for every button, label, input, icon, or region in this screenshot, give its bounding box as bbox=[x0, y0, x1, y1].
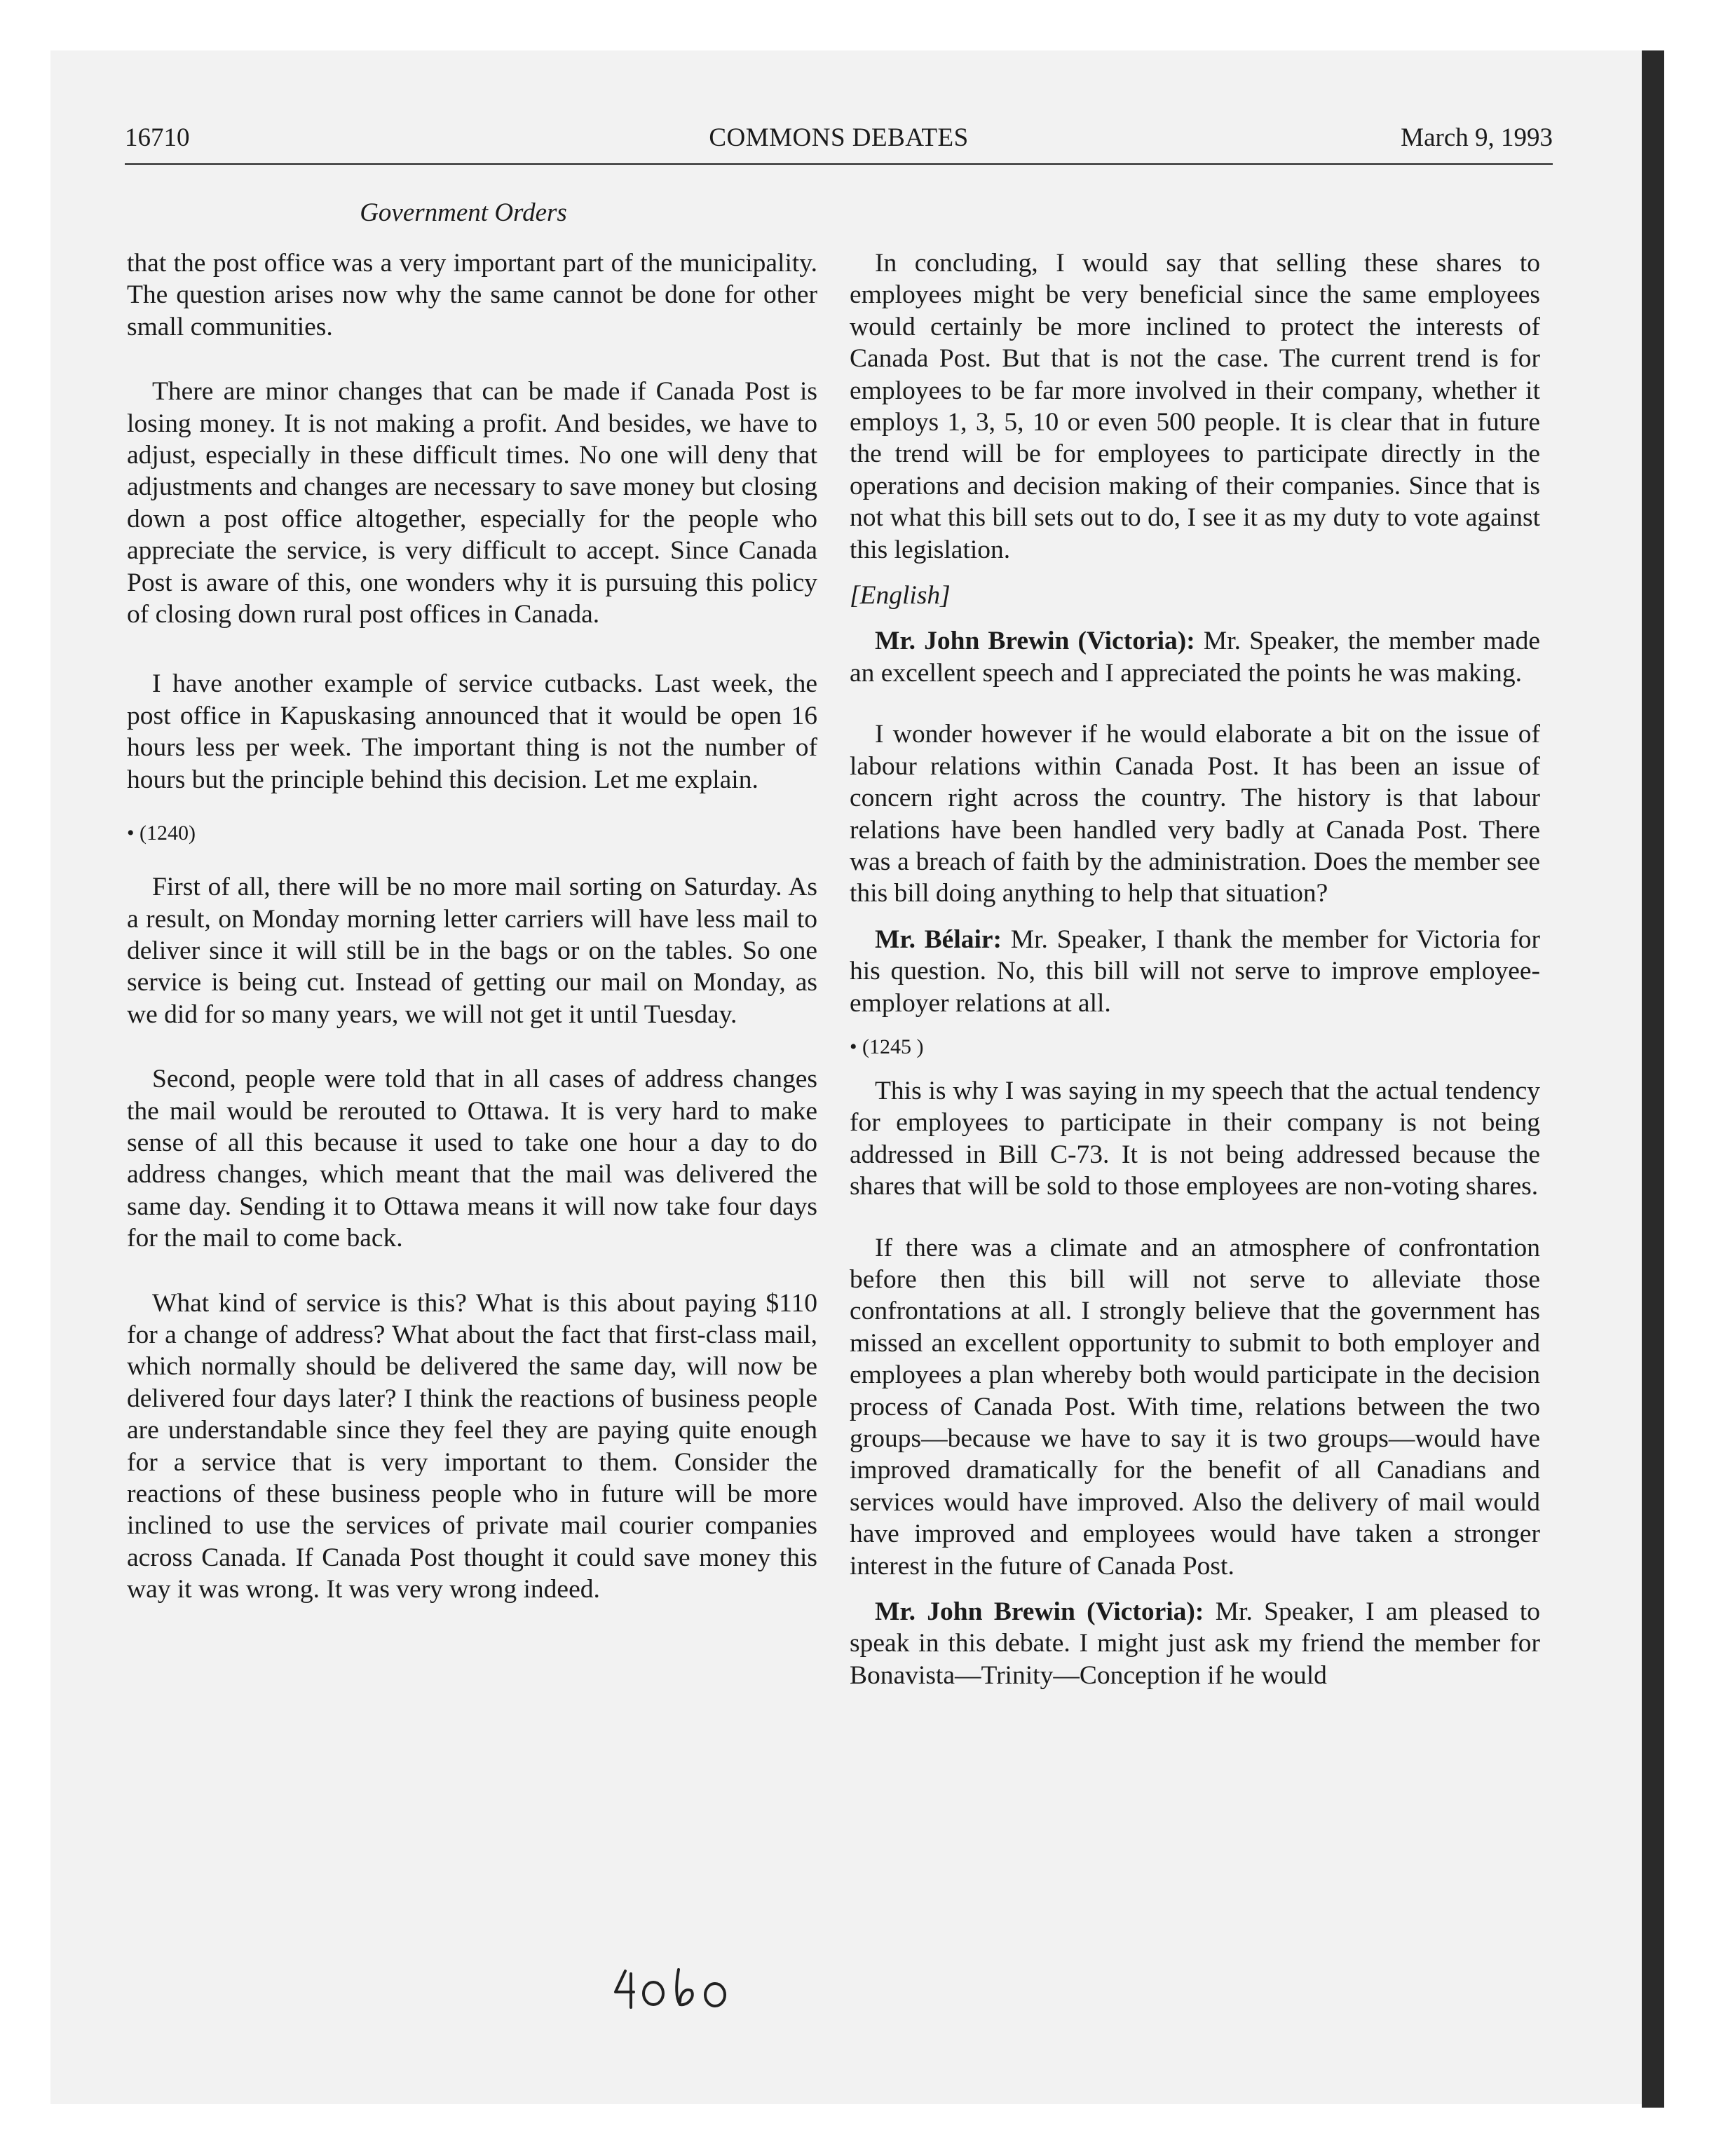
paragraph: I wonder however if he would elaborate a bit on the issue of labour relations within Canada Post. It has been an issue of concern right across the country. The history is that labour relations have been handled very badly at Canada Post. There was a breach of faith by the administration. Does the member see this bill doing anything to help that situation? bbox=[850, 720, 1540, 908]
speaker-paragraph bbox=[850, 625, 1540, 689]
paragraph: that the post office was a very important part of the municipality. The question arises now why the same cannot be done for other small communities. bbox=[127, 249, 817, 341]
time-marker: • (1240) bbox=[127, 821, 196, 845]
page-number: 16710 bbox=[125, 123, 190, 152]
handwritten-page-note bbox=[610, 1964, 736, 2013]
speaker-name: Mr. John Brewin (Victoria): bbox=[875, 1597, 1204, 1627]
speaker-paragraph bbox=[850, 1596, 1540, 1691]
header-rule bbox=[125, 163, 1553, 165]
speech-text: Mr. Speaker, I am pleased to speak in this debate. I might just ask my friend the member for Bonavista—Trinity—Conception if he would bbox=[850, 1597, 1540, 1690]
paragraph: This is why I was saying in my speech that the actual tendency for employees to participate in their company is not being addressed in Bill C-73. It is not being addressed because the shares that will be sold to those employees are non-voting shares. bbox=[850, 1076, 1540, 1201]
header-date: March 9, 1993 bbox=[1401, 123, 1553, 152]
paragraph: First of all, there will be no more mail sorting on Saturday. As a result, on Monday morning letter carriers will have less mail to deliver since it will still be in the bags or on the tables. So one service is being cut. Instead of getting our mail on Monday, as we did for so many years, we will not get it until Tuesday. bbox=[127, 873, 817, 1029]
right-column bbox=[850, 247, 1540, 1691]
speaker-paragraph bbox=[850, 924, 1540, 1019]
language-tag: [English] bbox=[850, 581, 951, 610]
journal-title: COMMONS DEBATES bbox=[709, 123, 969, 152]
speech-text: Mr. Speaker, I thank the member for Victoria for his question. No, this bill will not serve to improve employee-employer relations at all. bbox=[850, 925, 1540, 1018]
speaker-name: Mr. Bélair: bbox=[875, 925, 1002, 954]
page-header bbox=[125, 121, 1553, 163]
paragraph: Second, people were told that in all cases of address changes the mail would be rerouted to Ottawa. It is very hard to make sense of all this because it used to take one hour a day to do address changes, which meant that the mail was delivered the same day. Sending it to Ottawa means it will now take four days for the mail to come back. bbox=[127, 1065, 817, 1253]
left-column bbox=[127, 247, 817, 1606]
paragraph: In concluding, I would say that selling these shares to employees might be very beneficial since the same employees would certainly be more inclined to protect the interests of Canada Post. But that is not the case. The current trend is for employees to be far more involved in their company, whether it employs 1, 3, 5, 10 or even 500 people. It is clear that in future the trend will be for employees to participate directly in the operations and decision making of their companies. Since that is not what this bill sets out to do, I see it as my duty to vote against this legislation. bbox=[850, 249, 1540, 564]
paragraph: If there was a climate and an atmosphere of confrontation before then this bill will not serve to alleviate those confrontations at all. I strongly believe that the government has missed an excellent opportunity to submit to both employer and employees a plan whereby both would participate in the decision process of Canada Post. With time, relations between the two groups—because we have to say it is two groups—would have improved dramatically for the benefit of all Canadians and services would have improved. Also the delivery of mail would have improved and employees would have taken a stronger interest in the future of Canada Post. bbox=[850, 1233, 1540, 1581]
speech-text: Mr. Speaker, the member made an excellent speech and I appreciated the points he was making. bbox=[850, 627, 1540, 688]
paragraph: There are minor changes that can be made if Canada Post is losing money. It is not making a profit. And besides, we have to adjust, especially in these difficult times. No one will deny that adjustments and changes are necessary to save money but closing down a post office altogether, especially for the people who appreciate the service, is very difficult to accept. Since Canada Post is aware of this, one wonders why it is pursuing this policy of closing down rural post offices in Canada. bbox=[127, 377, 817, 629]
section-label: Government Orders bbox=[360, 198, 567, 227]
scan-edge-shadow bbox=[1642, 50, 1664, 2108]
paragraph: What kind of service is this? What is this about paying $110 for a change of address? What about the fact that first-class mail, which normally should be delivered the same day, will now be delivered four days later? I think the reactions of business people are understandable since they feel they are paying quite enough for a service that is very important to them. Consider the reactions of these business people who in future will be more inclined to use the services of private mail courier companies across Canada. If Canada Post thought it could save money this way it was wrong. It was very wrong indeed. bbox=[127, 1288, 817, 1604]
paragraph: I have another example of service cutbacks. Last week, the post office in Kapuskasing announced that it would be open 16 hours less per week. The important thing is not the number of hours but the principle behind this decision. Let me explain. bbox=[127, 669, 817, 794]
time-marker: • (1245 ) bbox=[850, 1035, 924, 1058]
speaker-name: Mr. John Brewin (Victoria): bbox=[875, 627, 1195, 656]
